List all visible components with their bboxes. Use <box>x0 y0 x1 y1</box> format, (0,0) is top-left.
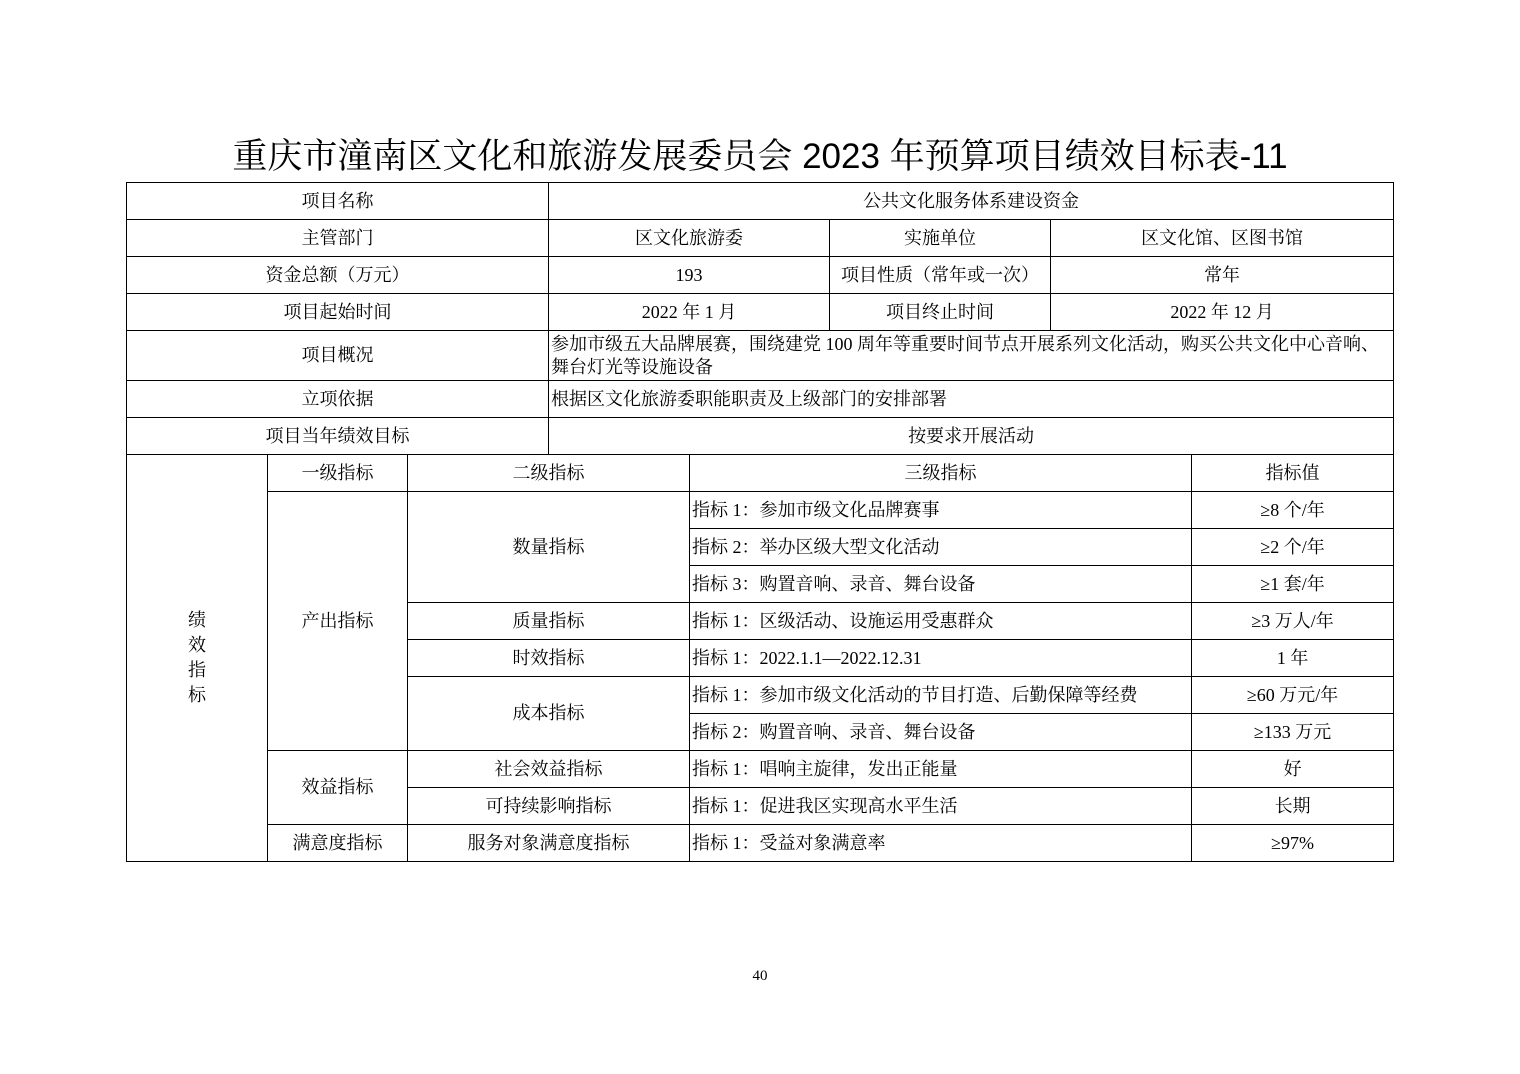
end-value: 2022 年 12 月 <box>1051 294 1394 331</box>
row-goal <box>127 418 1394 455</box>
indicator-section-label: 绩效指标 <box>187 610 206 705</box>
indicator-section-cell <box>127 455 268 862</box>
start-value: 2022 年 1 月 <box>549 294 830 331</box>
indicator-value: ≥1 套/年 <box>1192 566 1394 603</box>
project-name-value: 公共文化服务体系建设资金 <box>549 183 1394 220</box>
indicator-value: ≥133 万元 <box>1192 714 1394 751</box>
indicator-value: ≥97% <box>1192 825 1394 862</box>
header-level1: 一级指标 <box>268 455 408 492</box>
level3-item: 指标 1：参加市级文化活动的节目打造、后勤保障等经费 <box>690 677 1192 714</box>
row-department <box>127 220 1394 257</box>
level1-output: 产出指标 <box>268 492 408 751</box>
basis-value: 根据区文化旅游委职能职责及上级部门的安排部署 <box>549 381 1394 418</box>
dept-value: 区文化旅游委 <box>549 220 830 257</box>
level3-item: 指标 3：购置音响、录音、舞台设备 <box>690 566 1192 603</box>
level2-quantity: 数量指标 <box>408 492 690 603</box>
row-fund <box>127 257 1394 294</box>
level2-service-satisfaction: 服务对象满意度指标 <box>408 825 690 862</box>
level2-cost: 成本指标 <box>408 677 690 751</box>
basis-label: 立项依据 <box>127 381 549 418</box>
project-name-label: 项目名称 <box>127 183 549 220</box>
header-value: 指标值 <box>1192 455 1394 492</box>
overview-label: 项目概况 <box>127 331 549 381</box>
level3-item: 指标 2：购置音响、录音、舞台设备 <box>690 714 1192 751</box>
fund-value: 193 <box>549 257 830 294</box>
table-row <box>127 825 1394 862</box>
nature-label: 项目性质（常年或一次） <box>830 257 1051 294</box>
table-row <box>127 492 1394 529</box>
level1-benefit: 效益指标 <box>268 751 408 825</box>
level2-social-benefit: 社会效益指标 <box>408 751 690 788</box>
level3-item: 指标 1：参加市级文化品牌赛事 <box>690 492 1192 529</box>
indicator-value: ≥2 个/年 <box>1192 529 1394 566</box>
end-label: 项目终止时间 <box>830 294 1051 331</box>
level3-item: 指标 1：2022.1.1—2022.12.31 <box>690 640 1192 677</box>
level2-timeliness: 时效指标 <box>408 640 690 677</box>
dept-label: 主管部门 <box>127 220 549 257</box>
fund-label: 资金总额（万元） <box>127 257 549 294</box>
level1-satisfaction: 满意度指标 <box>268 825 408 862</box>
nature-value: 常年 <box>1051 257 1394 294</box>
overview-value: 参加市级五大品牌展赛，围绕建党 100 周年等重要时间节点开展系列文化活动，购买公共文化中心音响、舞台灯光等设施设备 <box>549 331 1394 381</box>
document-title: 重庆市潼南区文化和旅游发展委员会 2023 年预算项目绩效目标表-11 <box>232 137 1288 176</box>
level2-quality: 质量指标 <box>408 603 690 640</box>
indicator-value: ≥3 万人/年 <box>1192 603 1394 640</box>
level3-item: 指标 2：举办区级大型文化活动 <box>690 529 1192 566</box>
indicator-header-row <box>127 455 1394 492</box>
indicator-value: 长期 <box>1192 788 1394 825</box>
level3-item: 指标 1：受益对象满意率 <box>690 825 1192 862</box>
level3-item: 指标 1：区级活动、设施运用受惠群众 <box>690 603 1192 640</box>
header-level3: 三级指标 <box>690 455 1192 492</box>
page-number: 40 <box>752 968 768 984</box>
level2-sustainable-impact: 可持续影响指标 <box>408 788 690 825</box>
indicator-value: 好 <box>1192 751 1394 788</box>
performance-target-table <box>126 182 1394 862</box>
indicator-value: 1 年 <box>1192 640 1394 677</box>
row-basis <box>127 381 1394 418</box>
row-overview <box>127 331 1394 381</box>
row-project-name <box>127 183 1394 220</box>
impl-value: 区文化馆、区图书馆 <box>1051 220 1394 257</box>
goal-label: 项目当年绩效目标 <box>127 418 549 455</box>
row-period <box>127 294 1394 331</box>
header-level2: 二级指标 <box>408 455 690 492</box>
indicator-value: ≥8 个/年 <box>1192 492 1394 529</box>
indicator-value: ≥60 万元/年 <box>1192 677 1394 714</box>
level3-item: 指标 1：唱响主旋律，发出正能量 <box>690 751 1192 788</box>
start-label: 项目起始时间 <box>127 294 549 331</box>
level3-item: 指标 1：促进我区实现高水平生活 <box>690 788 1192 825</box>
goal-value: 按要求开展活动 <box>549 418 1394 455</box>
impl-label: 实施单位 <box>830 220 1051 257</box>
table-row <box>127 751 1394 788</box>
